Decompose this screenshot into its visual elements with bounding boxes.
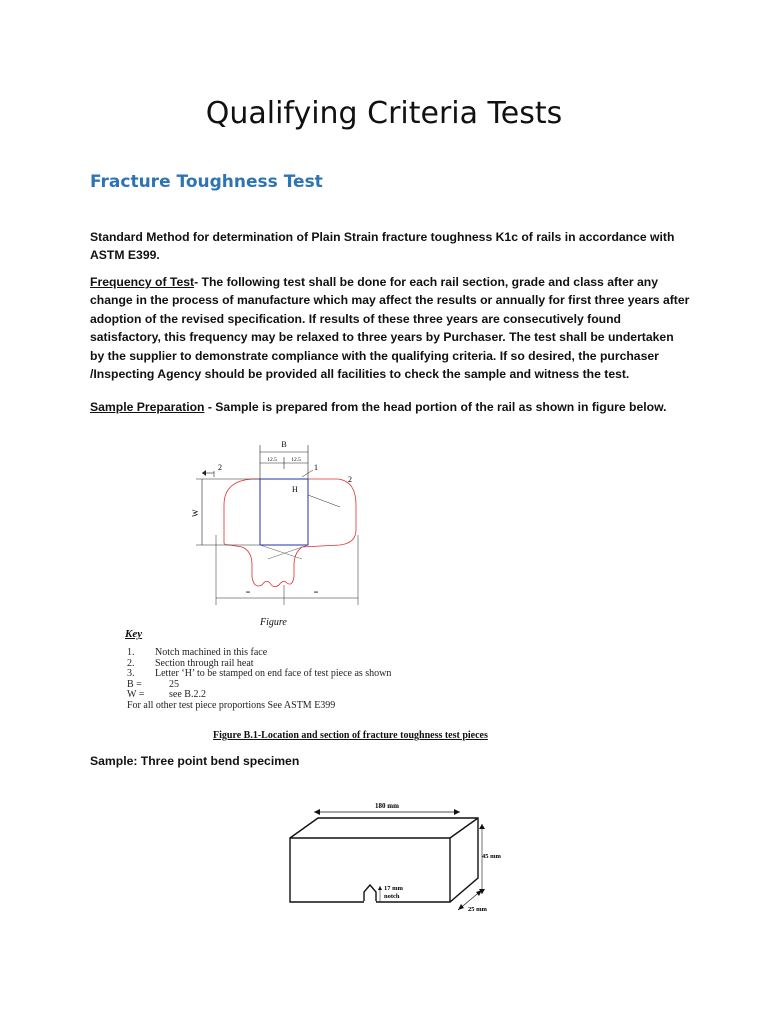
label-2-right: 2 bbox=[348, 475, 352, 484]
key-note: For all other test piece proportions See ASTM E399 bbox=[127, 699, 336, 711]
label-dash-left: = bbox=[245, 588, 251, 597]
figure-caption: Figure bbox=[260, 617, 287, 628]
notch-label: notch bbox=[384, 893, 400, 900]
sample-prep-label: Sample Preparation bbox=[90, 400, 205, 414]
label-b: B bbox=[281, 440, 287, 449]
width-label: 25 mm bbox=[468, 906, 487, 913]
frequency-paragraph bbox=[90, 273, 690, 383]
key-item: 2. Section through rail heat bbox=[127, 657, 254, 669]
key-item: 3. Letter ‘H’ to be stamped on end face of test piece as shown bbox=[127, 668, 392, 680]
key-item: 1. Notch machined in this face bbox=[127, 647, 268, 658]
figure-key bbox=[127, 648, 391, 712]
notch-depth-label: 17 mm bbox=[384, 885, 403, 892]
rail-section-figure bbox=[190, 435, 380, 610]
bend-specimen-figure bbox=[280, 798, 510, 918]
label-1: 1 bbox=[314, 463, 318, 472]
key-heading: Key bbox=[125, 628, 143, 640]
sample-prep-text: - Sample is prepared from the head portion of the rail as shown in figure below. bbox=[204, 400, 667, 414]
key-item: W = see B.2.2 bbox=[127, 689, 206, 701]
label-2-left: 2 bbox=[218, 463, 222, 472]
height-label: 45 mm bbox=[482, 853, 501, 860]
section-heading: Fracture Toughness Test bbox=[90, 172, 323, 192]
intro-paragraph: Standard Method for determination of Plain Strain fracture toughness K1c of rails in accordance with ASTM E399. bbox=[90, 230, 675, 263]
frequency-label: Frequency of Test bbox=[90, 275, 195, 289]
label-half-right: 12.5 bbox=[291, 457, 301, 463]
length-label: 180 mm bbox=[375, 802, 399, 810]
label-dash-right: = bbox=[313, 588, 319, 597]
frequency-text: - The following test shall be done for each rail section, grade and class after any change in the process of manufacture which may affect the results or annually for first three years after adoption of the revised specification. If results of these three years are consecutively found satisfactory, this frequency may be relaxed to three years by Purchaser. The test shall be undertaken by the supplier to demonstrate compliance with the qualifying criteria. If so desired, the purchaser /Inspecting Agency should be provided all facilities to check the sample and witness the test. bbox=[90, 275, 690, 382]
key-item: B = 25 bbox=[127, 678, 179, 690]
figure-title: Figure B.1-Location and section of fracture toughness test pieces bbox=[213, 730, 488, 741]
sample-bend-label: Sample: Three point bend specimen bbox=[90, 754, 300, 768]
label-half-left: 12.5 bbox=[267, 457, 277, 463]
sample-prep-paragraph bbox=[90, 398, 690, 416]
label-h: H bbox=[292, 485, 298, 494]
page-title: Qualifying Criteria Tests bbox=[205, 96, 563, 131]
label-w: W bbox=[191, 509, 200, 517]
